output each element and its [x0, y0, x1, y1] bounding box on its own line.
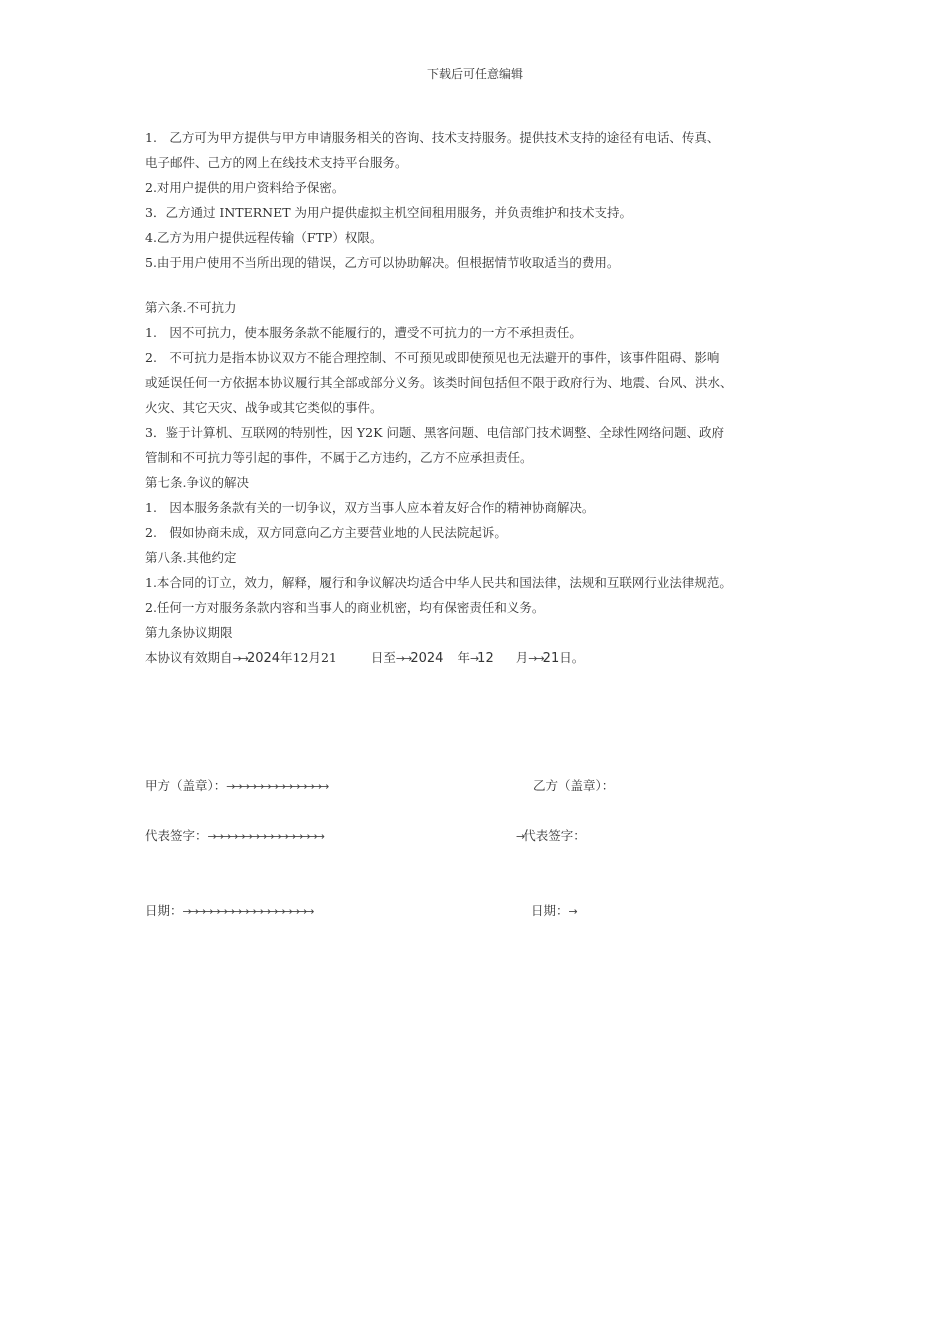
party-b-date-row	[531, 901, 576, 922]
term-line	[145, 645, 835, 670]
party-a-rep-row	[145, 826, 323, 847]
end-month-char: 月	[515, 650, 529, 665]
clause-line: 火灾、其它天灾、战争或其它类似的事件。	[145, 400, 383, 415]
clause-line: 1. 因本服务条款有关的一切争议，双方当事人应本着友好合作的精神协商解决。	[145, 500, 595, 515]
clause-line: 3．鉴于计算机、互联网的特别性，因 Y2K 问题、黑客问题、电信部门技术调整、全球性网络问题、政府	[145, 425, 724, 440]
start-year: 2024	[246, 651, 281, 666]
section-heading-other: 第八条.其他约定	[145, 550, 237, 565]
section-heading-dispute: 第七条.争议的解决	[145, 475, 249, 490]
tab-arrow-icon: →→→→→→→→→→→→→→	[226, 780, 328, 793]
section-heading-term: 第九条协议期限	[145, 625, 233, 640]
page-header: 下载后可任意编辑	[426, 67, 523, 81]
clause-line: 1.本合同的订立，效力，解释，履行和争议解决均适合中华人民共和国法律，法规和互联网行业法律规范。	[145, 575, 732, 590]
clause-line: 2.任何一方对服务条款内容和当事人的商业机密，均有保密责任和义务。	[145, 600, 545, 615]
party-a-seal-row	[145, 776, 327, 797]
tab-arrow-icon: →→→→→→→→→→→→→→→→→→	[182, 905, 313, 918]
paragraph-line: 2.对用户提供的用户资料给予保密。	[145, 180, 345, 195]
paragraph-line: 1. 乙方可为甲方提供与甲方申请服务相关的咨询、技术支持服务。提供技术支持的途径有电话、传真、	[145, 130, 720, 145]
party-b-date-label: 日期：	[531, 903, 569, 918]
section-heading-force-majeure: 第六条.不可抗力	[145, 300, 237, 315]
start-day: 21	[320, 650, 337, 665]
tab-arrow-icon: →→	[232, 652, 247, 665]
clause-line: 2. 假如协商未成，双方同意向乙方主要营业地的人民法院起诉。	[145, 525, 507, 540]
clause-line: 或延误任何一方依据本协议履行其全部或部分义务。该类时间包括但不限于政府行为、地震、台风、洪水、	[145, 375, 733, 390]
tab-arrow-icon: →	[568, 905, 576, 918]
end-year-char: 年	[457, 650, 470, 665]
party-a-date-row	[145, 901, 312, 922]
party-b-seal-label: 乙方（盖章）：	[533, 778, 615, 793]
clause-line: 2. 不可抗力是指本协议双方不能合理控制、不可预见或即使预见也无法避开的事件，该事件阻碍、影响	[145, 350, 720, 365]
paragraph-line: 3．乙方通过 INTERNET 为用户提供虚拟主机空间租用服务，并负责维护和技术支持。	[145, 205, 633, 220]
tab-arrow-icon: →	[469, 652, 478, 665]
clause-line: 管制和不可抗力等引起的事件，不属于乙方违约，乙方不应承担责任。	[145, 450, 533, 465]
paragraph-line: 4.乙方为用户提供远程传输（FTP）权限。	[145, 230, 383, 245]
tab-arrow-icon: →→→→→→→→→→→→→→→→	[207, 830, 323, 843]
party-a-seal-label: 甲方（盖章）：	[145, 778, 227, 793]
document-body	[145, 125, 835, 670]
year-char: 年	[280, 650, 293, 665]
term-to: 日至	[370, 650, 396, 665]
end-day-char: 日。	[559, 650, 585, 665]
end-day: 21	[542, 651, 560, 666]
month-char: 月	[308, 650, 321, 665]
party-a-date-label: 日期：	[145, 903, 183, 918]
party-b-rep-label: 代表签字：	[523, 828, 586, 843]
party-b-rep-row	[516, 826, 586, 847]
start-month: 12	[292, 650, 309, 665]
term-prefix: 本协议有效期自	[145, 650, 233, 665]
end-month: 12	[477, 651, 494, 666]
spacer	[145, 275, 835, 295]
clause-line: 1. 因不可抗力，使本服务条款不能履行的，遭受不可抗力的一方不承担责任。	[145, 325, 582, 340]
tab-arrow-icon: →→	[528, 652, 543, 665]
paragraph-line: 5.由于用户使用不当所出现的错误，乙方可以协助解决。但根据情节收取适当的费用。	[145, 255, 620, 270]
end-year: 2024	[410, 651, 444, 666]
party-b-seal-row	[533, 776, 614, 796]
tab-arrow-icon: →→	[395, 652, 411, 665]
paragraph-line: 电子邮件、己方的网上在线技术支持平台服务。	[145, 155, 408, 170]
tab-arrow-icon: →	[516, 830, 524, 843]
party-a-rep-label: 代表签字：	[145, 828, 208, 843]
